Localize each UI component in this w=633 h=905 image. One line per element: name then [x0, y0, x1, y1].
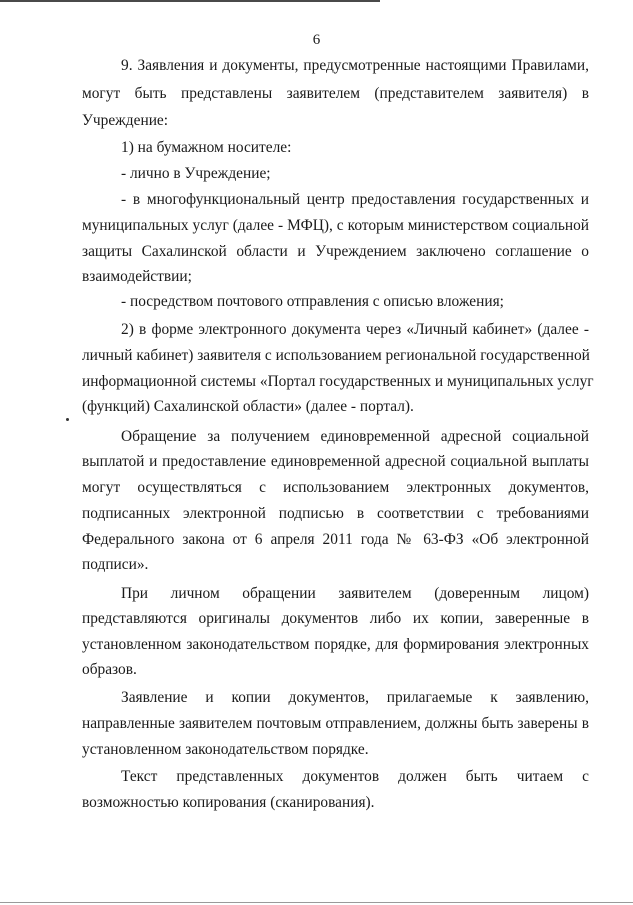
text-line: - посредством почтового отправления с описью вложения; [121, 293, 504, 310]
scan-speck [66, 418, 69, 421]
text-line: Федерального закона от 6 апреля 2011 года № 63-ФЗ «Об электронной [82, 531, 589, 548]
text-line: 1) на бумажном носителе: [121, 139, 292, 156]
text-line: подписи». [82, 556, 149, 573]
text-line: Обращение за получением единовременной адресной социальной [121, 428, 589, 445]
text-line: могут осуществляться с использованием электронных документов, [82, 479, 589, 496]
text-line: выплатой и предоставление единовременной адресной социальной выплаты [82, 453, 589, 470]
text-line: 2) в форме электронного документа через «Личный кабинет» (далее - [121, 321, 589, 338]
text-line: При личном обращении заявителем (доверенным лицом) [121, 585, 589, 602]
text-line: могут быть представлены заявителем (представителем заявителя) в [82, 85, 589, 102]
text-line: защиты Сахалинской области и Учреждением заключено соглашение о [82, 243, 589, 260]
bottom-border-line [0, 902, 633, 903]
text-line: муниципальных услуг (далее - МФЦ), с которым министерством социальной [82, 217, 589, 234]
text-line: Текст представленных документов должен быть читаем с [121, 768, 589, 785]
text-line: Заявление и копии документов, прилагаемые к заявлению, [121, 689, 589, 706]
text-line: представляются оригиналы документов либо их копии, заверенные в [82, 610, 589, 627]
text-line: взаимодействии; [82, 268, 192, 285]
page-number: 6 [312, 32, 321, 48]
text-line: личный кабинет) заявителя с использованием региональной государственной [82, 347, 590, 364]
text-line: установленном законодательством порядке, для формирования электронных [82, 636, 589, 653]
text-line: возможностью копирования (сканирования). [82, 794, 375, 811]
text-line: 9. Заявления и документы, предусмотренные настоящими Правилами, [121, 57, 589, 74]
text-line: направленные заявителем почтовым отправлением, должны быть заверены в [82, 715, 589, 732]
top-border-line [0, 0, 380, 2]
text-line: Учреждение: [82, 112, 169, 129]
text-line: образов. [82, 661, 137, 678]
text-line: подписанных электронной подписью в соответствии с требованиями [82, 505, 589, 522]
text-line: - лично в Учреждение; [121, 165, 271, 182]
text-line: (функций) Сахалинской области» (далее - портал). [82, 398, 414, 415]
text-line: информационной системы «Портал государственных и муниципальных услуг [82, 373, 594, 390]
text-line: - в многофункциональный центр предоставления государственных и [121, 191, 589, 208]
text-line: установленном законодательством порядке. [82, 741, 369, 758]
